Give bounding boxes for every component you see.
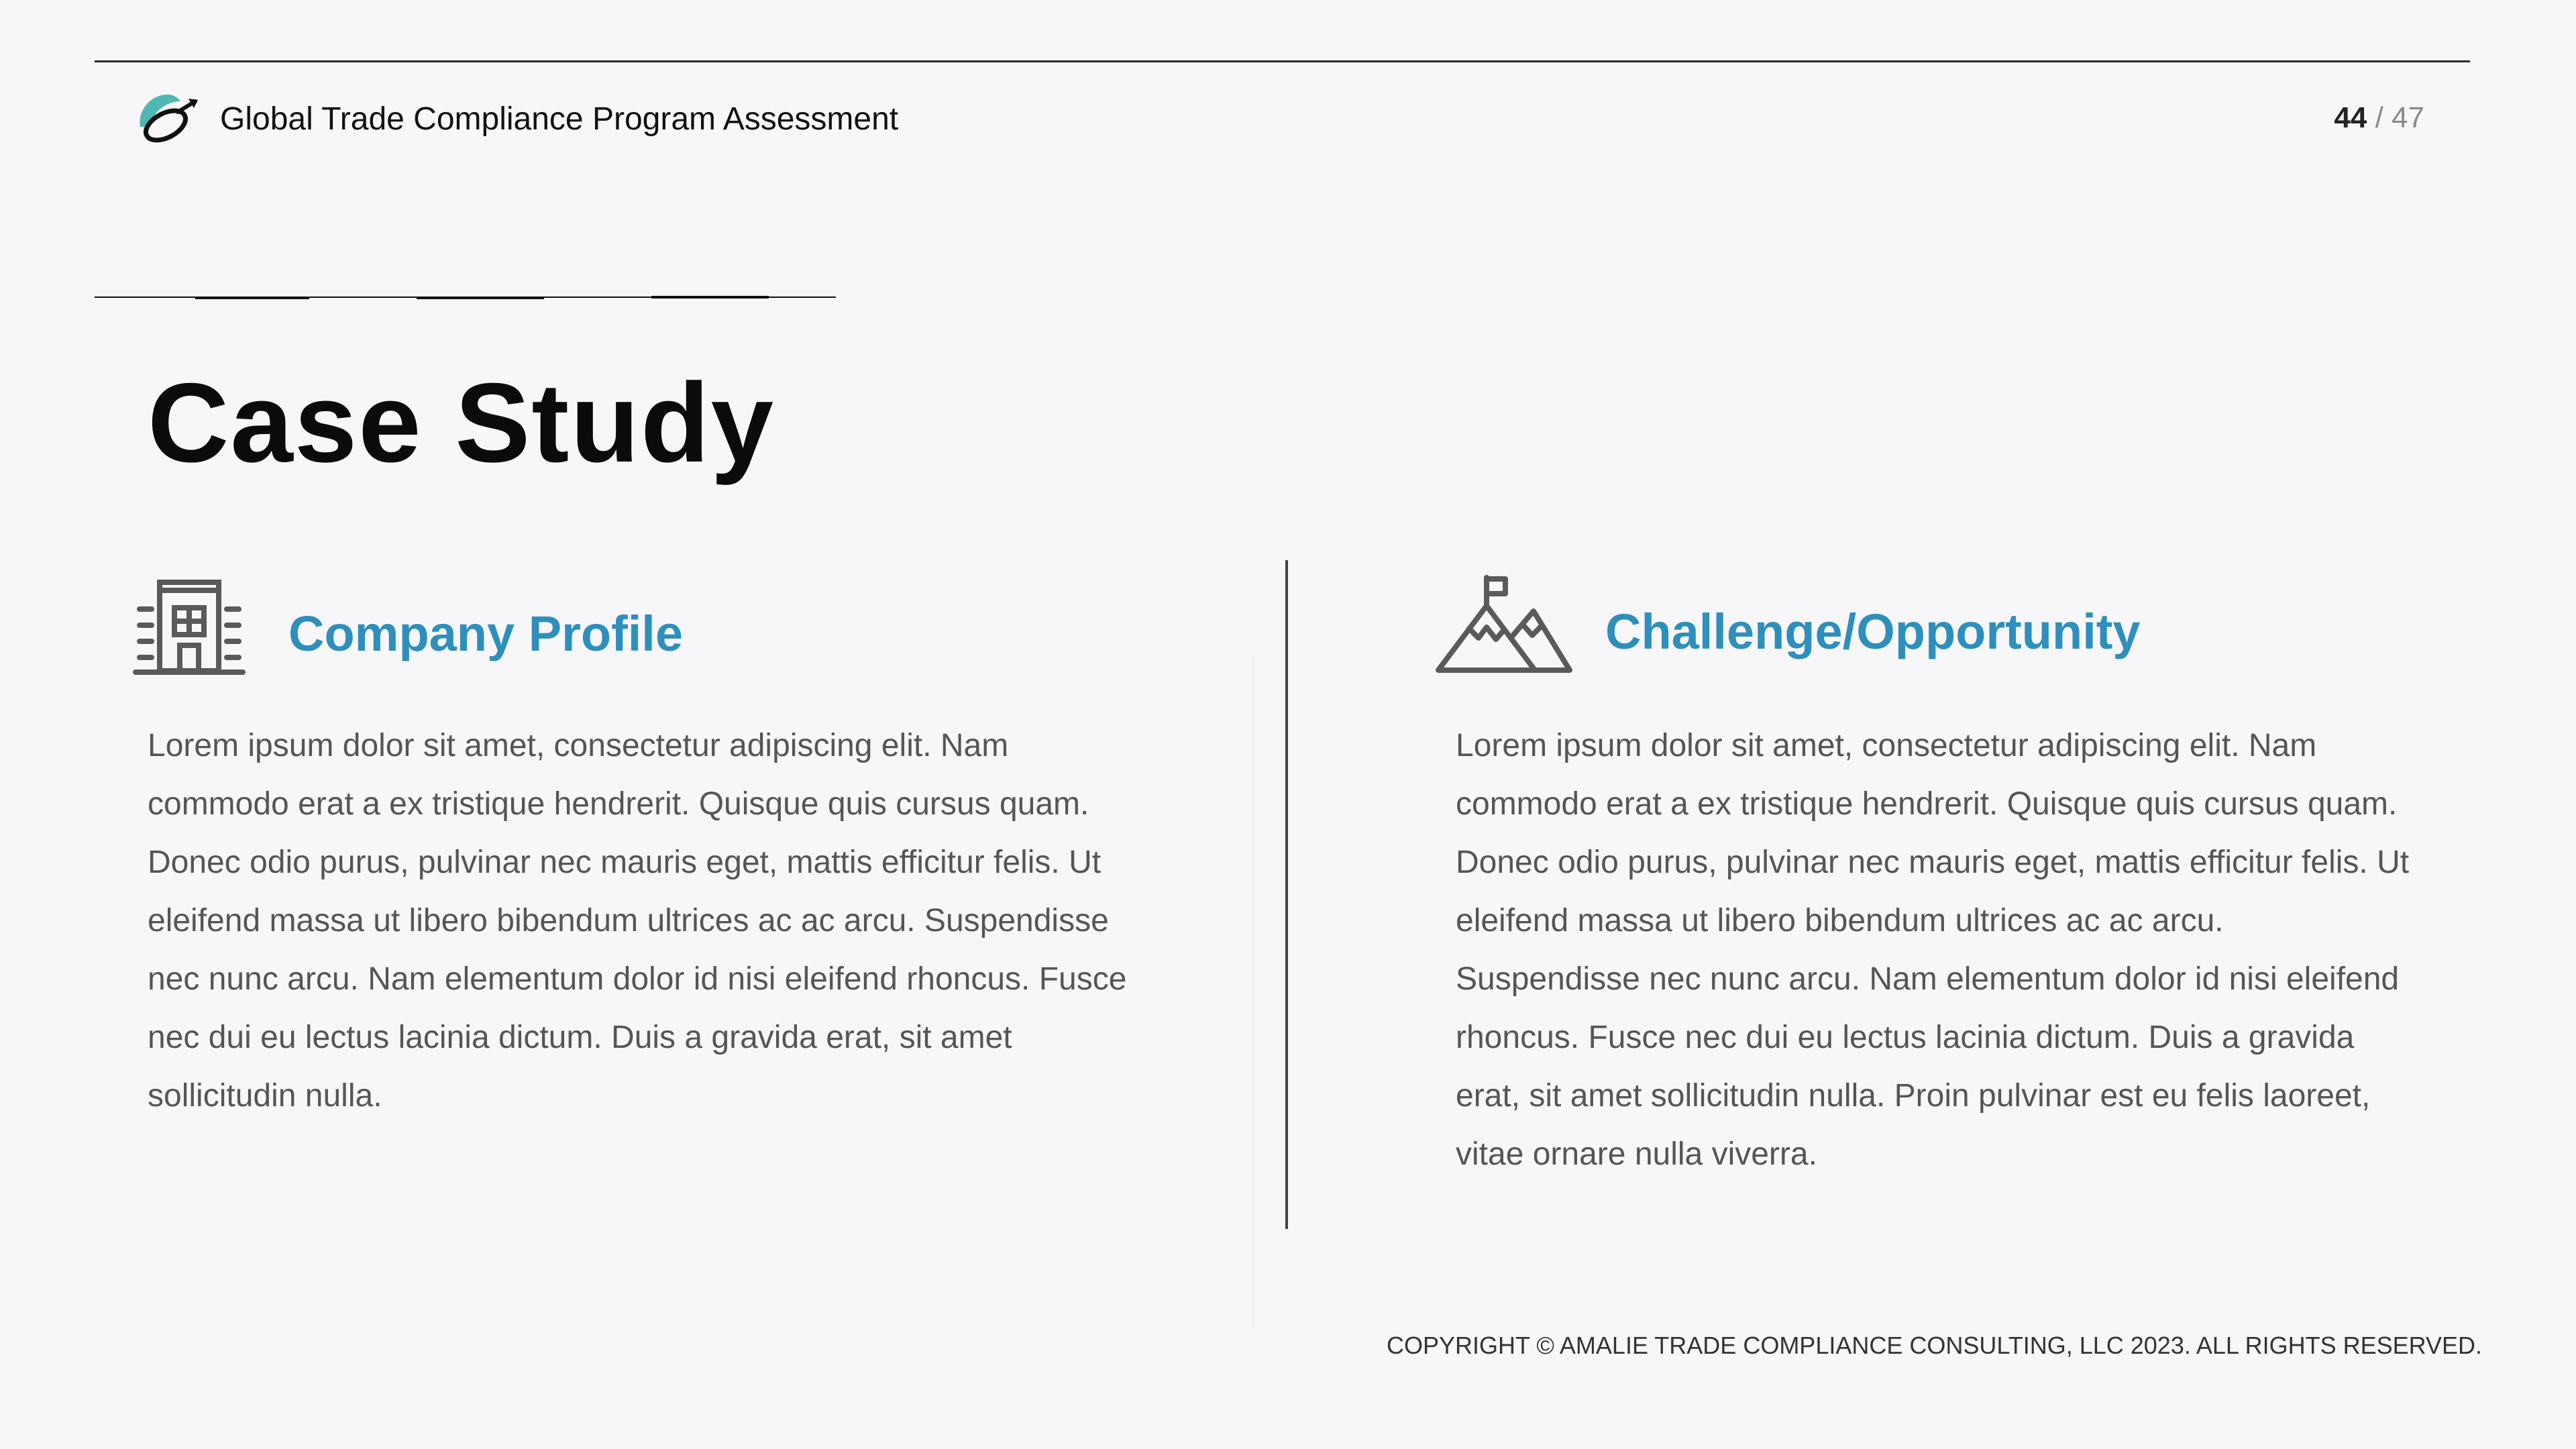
building-icon: [133, 578, 246, 675]
faint-divider: [1252, 656, 1254, 1327]
challenge-opportunity-text: Lorem ipsum dolor sit amet, consectetur adipiscing elit. Nam commodo erat a ex tristique hendrerit. Quisque quis cursus quam. Donec odio purus, pulvinar nec mauris eget, mattis efficitur felis. Ut eleifend massa ut libero bibendum ultrices ac ac arcu. Suspendisse nec nunc arcu. Nam elementum dolor id nisi eleifend rhoncus. Fusce nec dui eu lectus lacinia dictum. Duis a gravida erat, sit amet sollicitudin nulla. Proin pulvinar est eu felis laoreet, vitae ornare nulla viverra.: [1456, 728, 2410, 1172]
page-title: Case Study: [148, 360, 775, 486]
challenge-opportunity-heading: Challenge/Opportunity: [1605, 604, 2141, 659]
company-profile-text: Lorem ipsum dolor sit amet, consectetur adipiscing elit. Nam commodo erat a ex tristique hendrerit. Quisque quis cursus quam. Donec odio purus, pulvinar nec mauris eget, mattis efficitur felis. Ut eleifend massa ut libero bibendum ultrices ac ac arcu. Suspendisse nec nunc arcu. Nam elementum dolor id nisi eleifend rhoncus. Fusce nec dui eu lectus lacinia dictum. Duis a gravida erat, sit amet sollicitudin nulla.: [148, 728, 1127, 1114]
page-total: 47: [2392, 101, 2424, 134]
mountain-flag-icon: [1434, 574, 1574, 674]
document-title: Global Trade Compliance Program Assessment: [220, 101, 899, 137]
header-top-rule: [95, 60, 2470, 62]
page-current: 44: [2334, 101, 2367, 134]
page-counter: [2334, 98, 2424, 138]
company-logo-icon: [136, 92, 200, 146]
company-profile-heading: Company Profile: [288, 606, 683, 661]
title-accent-rule: [95, 295, 836, 299]
column-divider: [1285, 560, 1288, 1229]
page-separator: /: [2375, 101, 2383, 134]
copyright-notice: COPYRIGHT © AMALIE TRADE COMPLIANCE CONSULTING, LLC 2023. ALL RIGHTS RESERVED.: [1387, 1332, 2482, 1359]
